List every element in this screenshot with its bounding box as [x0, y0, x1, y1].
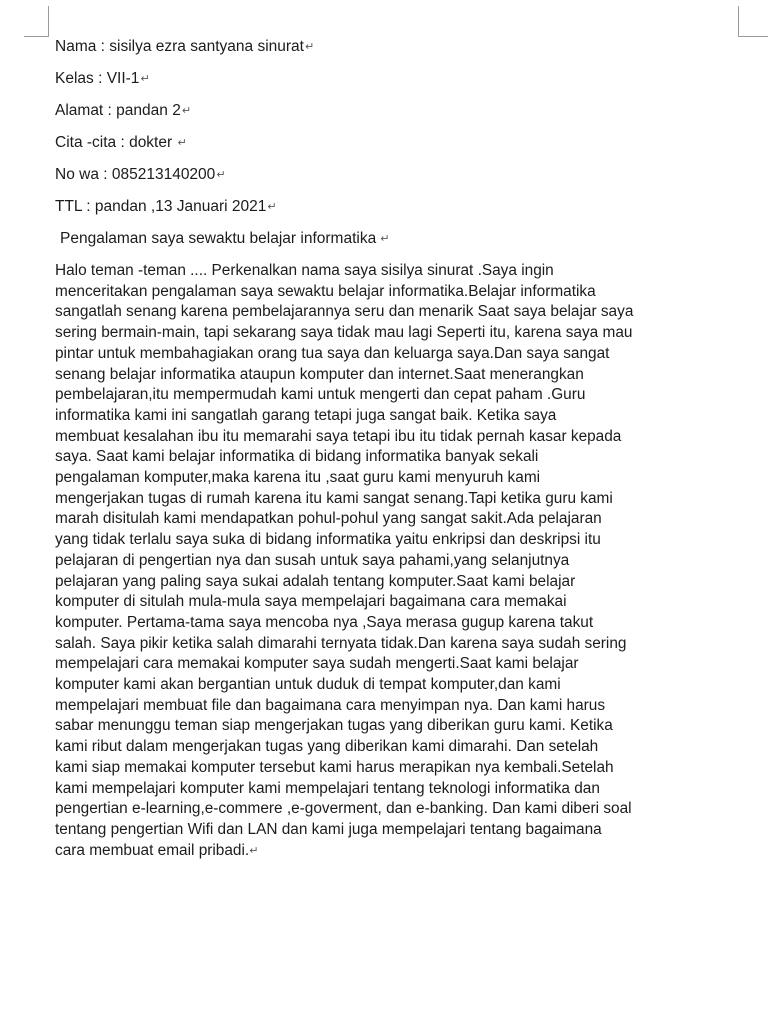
- field-ttl-text: TTL : pandan ,13 Januari 2021: [55, 198, 267, 215]
- field-kelas: [55, 68, 745, 90]
- essay-body: [55, 261, 745, 861]
- essay-body-line-text: yang tidak terlalu saya suka di bidang informatika yaitu enkripsi dan deskripsi itu: [55, 531, 601, 549]
- essay-body-line-text: Halo teman -teman .... Perkenalkan nama saya sisilya sinurat .Saya ingin: [55, 262, 554, 279]
- document-page: [55, 36, 745, 861]
- essay-body-line: [55, 261, 745, 282]
- essay-body-line-text: pelajaran di pengertian nya dan susah untuk saya pahami,yang selanjutnya: [55, 551, 570, 569]
- essay-body-line-text: mengerjakan tugas di rumah karena itu kami sangat senang.Tapi ketika guru kami: [55, 489, 613, 507]
- field-cita-cita-text: Cita -cita : dokter: [55, 134, 177, 151]
- essay-body-line-text: pelajaran yang paling saya sukai adalah tentang komputer.Saat kami belajar: [55, 572, 576, 590]
- paragraph-mark-icon: ↵: [140, 73, 150, 85]
- essay-body-line: [55, 716, 745, 737]
- essay-body-line: [55, 737, 745, 758]
- essay-body-line-text: saya. Saat kami belajar informatika di bidang informatika banyak sekali: [55, 448, 539, 466]
- essay-body-line: [55, 592, 745, 613]
- essay-body-line: [55, 758, 745, 779]
- essay-body-line: [55, 530, 745, 551]
- essay-body-line-text: senang belajar informatika ataupun komputer dan internet.Saat menerangkan: [55, 365, 584, 383]
- essay-body-line-text: komputer kami akan bergantian untuk duduk di tempat komputer,dan kami: [55, 676, 561, 694]
- essay-body-line-text: sering bermain-main, tapi sekarang saya tidak mau lagi Seperti itu, karena saya mau: [55, 324, 633, 342]
- field-no-wa-text: No wa : 085213140200: [55, 166, 216, 183]
- essay-body-line-text: menceritakan pengalaman saya sewaktu belajar informatika.Belajar informatika: [55, 282, 596, 300]
- essay-body-line-text: informatika kami ini sangatlah garang tetapi juga sangat baik. Ketika saya: [55, 406, 557, 424]
- essay-body-line-text: kami mempelajari komputer kami mempelajari tentang teknologi informatika dan: [55, 779, 600, 797]
- paragraph-mark-icon: ↵: [267, 201, 277, 213]
- essay-body-line: [55, 468, 745, 489]
- essay-body-line: [55, 282, 745, 303]
- field-nama-text: Nama : sisilya ezra santyana sinurat: [55, 38, 304, 55]
- essay-body-line: [55, 696, 745, 717]
- field-cita-cita: [55, 132, 745, 154]
- essay-body-line-text: tentang pengertian Wifi dan LAN dan kami juga mempelajari tentang bagaimana: [55, 820, 602, 838]
- essay-heading-text: Pengalaman saya sewaktu belajar informatika: [60, 230, 377, 247]
- essay-body-line: [55, 489, 745, 510]
- essay-body-line-text: kami siap memakai komputer tersebut kami harus merapikan nya kembali.Setelah: [55, 758, 614, 776]
- essay-body-line-text: marah disitulah kami mendapatkan pohul-pohul yang sangat sakit.Ada pelajaran: [55, 510, 602, 528]
- essay-body-line: [55, 509, 745, 530]
- essay-body-line-text: pintar untuk membahagiakan orang tua saya dan keluarga saya.Dan saya sangat: [55, 344, 610, 362]
- paragraph-mark-icon: ↵: [216, 169, 226, 181]
- essay-body-line: [55, 323, 745, 344]
- essay-body-line-text: komputer. Pertama-tama saya mencoba nya ,Saya merasa gugup karena takut: [55, 613, 594, 631]
- essay-body-line: [55, 654, 745, 675]
- essay-body-line-text: pengertian e-learning,e-commere ,e-goverment, dan e-banking. Dan kami diberi soal: [55, 800, 632, 818]
- paragraph-mark-icon: ↵: [380, 233, 390, 245]
- field-ttl: [55, 196, 745, 218]
- essay-body-line: [55, 572, 745, 593]
- essay-body-line: [55, 820, 745, 841]
- essay-body-line-text: salah. Saya pikir ketika salah dimarahi ternyata tidak.Dan karena saya sudah sering: [55, 634, 627, 652]
- essay-heading: [60, 228, 745, 250]
- essay-body-line: [55, 427, 745, 448]
- essay-body-line: [55, 406, 745, 427]
- page-corner-mark-top-right: [738, 6, 768, 37]
- field-no-wa: [55, 164, 745, 186]
- paragraph-mark-icon: ↵: [177, 137, 187, 149]
- essay-body-line: [55, 302, 745, 323]
- paragraph-mark-icon: ↵: [304, 41, 315, 53]
- essay-body-line: [55, 675, 745, 696]
- essay-body-line: [55, 779, 745, 800]
- essay-body-line: [55, 799, 745, 820]
- essay-body-line: [55, 841, 745, 862]
- essay-body-line: [55, 634, 745, 655]
- essay-body-line: [55, 365, 745, 386]
- essay-body-line-text: komputer di situlah mula-mula saya mempelajari bagaimana cara memakai: [55, 593, 567, 611]
- field-alamat: [55, 100, 745, 122]
- essay-body-line: [55, 385, 745, 406]
- essay-body-line: [55, 613, 745, 634]
- field-kelas-text: Kelas : VII-1: [55, 70, 140, 87]
- essay-body-line-text: sabar menunggu teman siap mengerjakan tugas yang diberikan guru kami. Ketika: [55, 717, 613, 735]
- essay-body-line-text: pengalaman komputer,maka karena itu ,saat guru kami menyuruh kami: [55, 469, 541, 487]
- essay-body-line-text: kami ribut dalam mengerjakan tugas yang diberikan kami dimarahi. Dan setelah: [55, 738, 599, 756]
- essay-body-line-text: mempelajari membuat file dan bagaimana cara menyimpan nya. Dan kami harus: [55, 696, 606, 714]
- paragraph-mark-icon: ↵: [249, 844, 259, 857]
- field-alamat-text: Alamat : pandan 2: [55, 102, 181, 119]
- field-nama: [55, 36, 745, 58]
- page-corner-mark-top-left: [24, 6, 49, 37]
- essay-body-line-text: pembelajaran,itu mempermudah kami untuk mengerti dan cepat paham .Guru: [55, 386, 586, 404]
- essay-body-line: [55, 344, 745, 365]
- essay-body-line: [55, 551, 745, 572]
- essay-body-line-text: cara membuat email pribadi.: [55, 841, 250, 859]
- paragraph-mark-icon: ↵: [181, 105, 192, 117]
- essay-body-line-text: membuat kesalahan ibu itu memarahi saya tetapi ibu itu tidak pernah kasar kepada: [55, 427, 622, 445]
- essay-body-line-text: sangatlah senang karena pembelajarannya seru dan menarik Saat saya belajar saya: [55, 303, 634, 321]
- essay-body-line-text: mempelajari cara memakai komputer saya sudah mengerti.Saat kami belajar: [55, 655, 579, 673]
- essay-body-line: [55, 447, 745, 468]
